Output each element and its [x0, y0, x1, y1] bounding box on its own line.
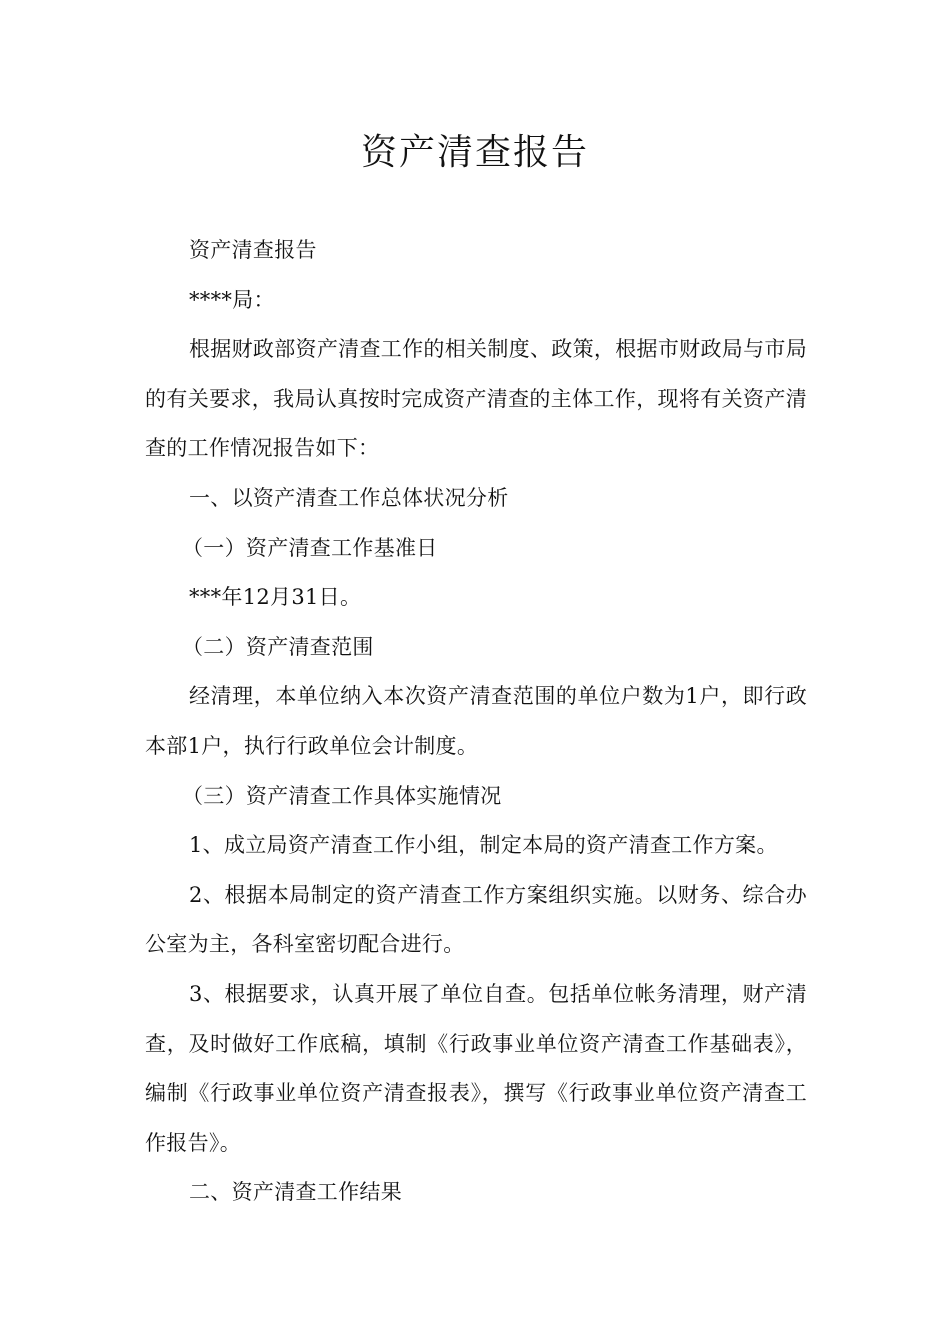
document-title: 资产清查报告	[360, 132, 589, 173]
list-item-1: 1、成立局资产清查工作小组，制定本局的资产清查工作方案。	[189, 833, 778, 858]
subsection-heading-1-3: （三）资产清查工作具体实施情况	[182, 783, 502, 808]
subsection-heading-1-2: （二）资产清查范围	[182, 634, 374, 659]
list-item-3: 3、根据要求，认真开展了单位自查。包括单位帐务清理，财产清查，及时做好工作底稿，填制《行政事业单位资产清查工作基础表》，编制《行政事业单位资产清查报表》，撰写《行政事业单位资产清查工作报告》。	[145, 981, 807, 1155]
paragraph-subtitle: 资产清查报告	[189, 238, 317, 262]
paragraph-base-date: ***年12月31日。	[189, 585, 362, 610]
subsection-heading-1-1: （一）资产清查工作基准日	[182, 535, 438, 560]
document-body	[145, 226, 807, 1218]
list-item-2: 2、根据本局制定的资产清查工作方案组织实施。以财务、综合办公室为主，各科室密切配合进行。	[145, 882, 807, 957]
paragraph-salutation: ****局：	[189, 287, 275, 312]
section-heading-1: 一、以资产清查工作总体状况分析	[189, 485, 509, 510]
paragraph-scope: 经清理，本单位纳入本次资产清查范围的单位户数为1户，即行政本部1户，执行行政单位会计制度。	[145, 684, 807, 758]
section-heading-2: 二、资产清查工作结果	[189, 1180, 402, 1205]
paragraph-intro: 根据财政部资产清查工作的相关制度、政策，根据市财政局与市局的有关要求，我局认真按时完成资产清查的主体工作，现将有关资产清查的工作情况报告如下：	[145, 337, 807, 461]
